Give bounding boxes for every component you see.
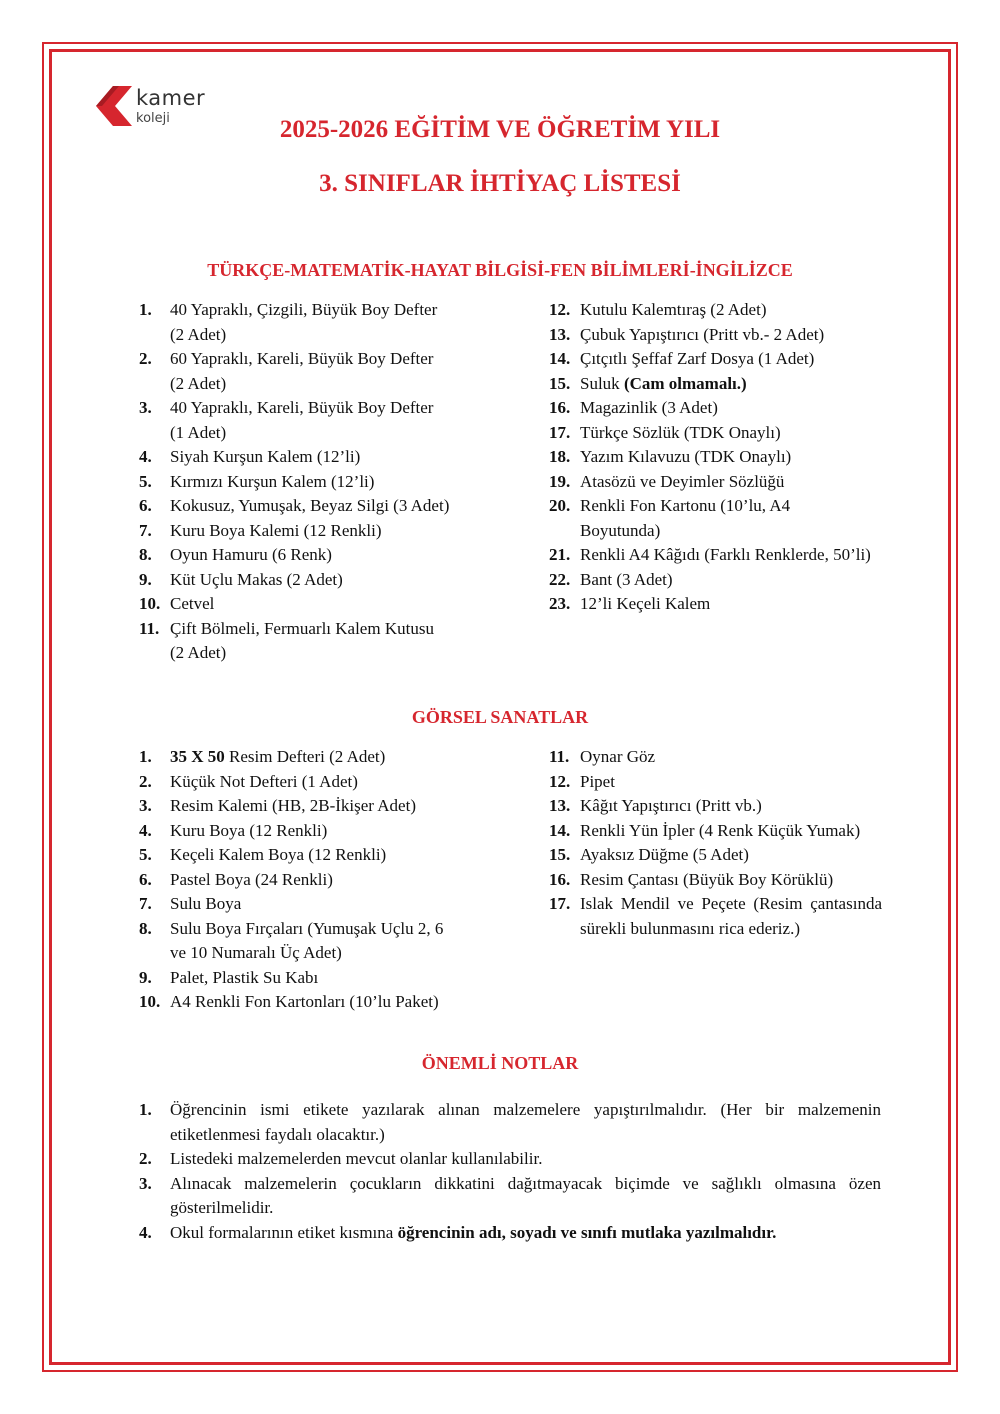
logo-brand-name: kamer (136, 86, 206, 110)
list-item: 14. Çıtçıtlı Şeffaf Zarf Dosya (1 Adet) (549, 349, 815, 368)
list-item: 13. Çubuk Yapıştırıcı (Pritt vb.- 2 Adet) (549, 324, 825, 344)
main-subjects-list-left (139, 298, 499, 666)
list-item: 1. Öğrencinin ismi etikete yazılarak alınan malzemelere yapıştırılmalıdır. (Her bir malzemenin etiketlenmesi faydalı olacaktır.) (139, 1100, 881, 1144)
list-item: 7. Sulu Boya (139, 894, 242, 913)
section-title-main-subjects: TÜRKÇE-MATEMATİK-HAYAT BİLGİSİ-FEN BİLİMLERİ-İNGİLİZCE (207, 260, 793, 280)
list-item: 17. Islak Mendil ve Peçete (Resim çantasında sürekli bulunmasını rica ederiz.) (549, 894, 882, 938)
list-item: 4. Siyah Kurşun Kalem (12’li) (139, 447, 361, 466)
list-item: 3. 40 Yapraklı, Kareli, Büyük Boy Defter (1 Adet) (139, 398, 434, 442)
list-item: 4. Kuru Boya (12 Renkli) (139, 820, 328, 840)
logo-subtitle: koleji (136, 111, 170, 126)
list-item: 9. Küt Uçlu Makas (2 Adet) (139, 569, 343, 589)
list-item: 6. Kokusuz, Yumuşak, Beyaz Silgi (3 Adet) (139, 496, 450, 515)
list-item: 19. Atasözü ve Deyimler Sözlüğü (549, 471, 785, 491)
list-item: 11. Oynar Göz (549, 747, 656, 766)
section-title-visual-arts: GÖRSEL SANATLAR (411, 707, 589, 727)
list-item: 16. Resim Çantası (Büyük Boy Körüklü) (549, 869, 834, 889)
list-item: 15. Ayaksız Düğme (5 Adet) (549, 845, 749, 864)
list-item: 23. 12’li Keçeli Kalem (549, 594, 711, 613)
list-item: 2. Listedeki malzemelerden mevcut olanlar kullanılabilir. (139, 1149, 543, 1168)
list-item: 18. Yazım Kılavuzu (TDK Onaylı) (549, 447, 792, 466)
list-item: 2. Küçük Not Defteri (1 Adet) (139, 771, 358, 791)
important-notes-list (139, 1098, 881, 1245)
list-item: 15. Suluk (Cam olmamalı.) (549, 373, 747, 393)
document-title-line2: 3. SINIFLAR İHTİYAÇ LİSTESİ (319, 170, 681, 197)
list-item: 17. Türkçe Sözlük (TDK Onaylı) (549, 422, 781, 442)
list-item: 14. Renkli Yün İpler (4 Renk Küçük Yumak) (549, 820, 861, 840)
list-item: 21. Renkli A4 Kâğıdı (Farklı Renklerde, 50’li) (549, 545, 871, 564)
list-item: 5. Kırmızı Kurşun Kalem (12’li) (139, 471, 375, 491)
list-item: 22. Bant (3 Adet) (549, 569, 673, 589)
list-item: 8. Sulu Boya Fırçaları (Yumuşak Uçlu 2, 6 ve 10 Numaralı Üç Adet) (139, 918, 444, 962)
list-item: 3. Alınacak malzemelerin çocukların dikkatini dağıtmayacak biçimde ve sağlıklı olmasına özen gösterilmelidir. (139, 1173, 881, 1217)
list-item: 13. Kâğıt Yapıştırıcı (Pritt vb.) (549, 796, 762, 815)
list-item: 16. Magazinlik (3 Adet) (549, 398, 718, 417)
list-item: 11. Çift Bölmeli, Fermuarlı Kalem Kutusu (2 Adet) (139, 618, 434, 662)
list-item: 4. Okul formalarının etiket kısmına öğrencinin adı, soyadı ve sınıfı mutlaka yazılmalıdır. (139, 1222, 777, 1242)
list-item: 2. 60 Yapraklı, Kareli, Büyük Boy Defter (2 Adet) (139, 349, 434, 393)
list-item: 10. Cetvel (139, 594, 215, 613)
list-item: 3. Resim Kalemi (HB, 2B-İkişer Adet) (139, 796, 416, 815)
main-subjects-list-right (549, 298, 909, 617)
section-title-important-notes: ÖNEMLİ NOTLAR (421, 1053, 579, 1073)
visual-arts-list-left (139, 745, 499, 1015)
list-item: 8. Oyun Hamuru (6 Renk) (139, 545, 332, 564)
list-item: 20. Renkli Fon Kartonu (10’lu, A4 Boyutunda) (549, 496, 791, 540)
list-item: 12. Pipet (549, 771, 615, 791)
list-item: 9. Palet, Plastik Su Kabı (139, 967, 319, 987)
list-item: 6. Pastel Boya (24 Renkli) (139, 869, 333, 889)
list-item: 7. Kuru Boya Kalemi (12 Renkli) (139, 520, 382, 540)
visual-arts-list-right (549, 745, 882, 941)
list-item: 12. Kutulu Kalemtıraş (2 Adet) (549, 300, 767, 319)
list-item: 1. 40 Yapraklı, Çizgili, Büyük Boy Defter (2 Adet) (139, 300, 438, 344)
document-title-line1: 2025-2026 EĞİTİM VE ÖĞRETİM YILI (279, 116, 721, 143)
list-item: 5. Keçeli Kalem Boya (12 Renkli) (139, 845, 387, 864)
list-item: 10. A4 Renkli Fon Kartonları (10’lu Paket) (139, 992, 439, 1011)
list-item: 1. 35 X 50 Resim Defteri (2 Adet) (139, 747, 386, 766)
